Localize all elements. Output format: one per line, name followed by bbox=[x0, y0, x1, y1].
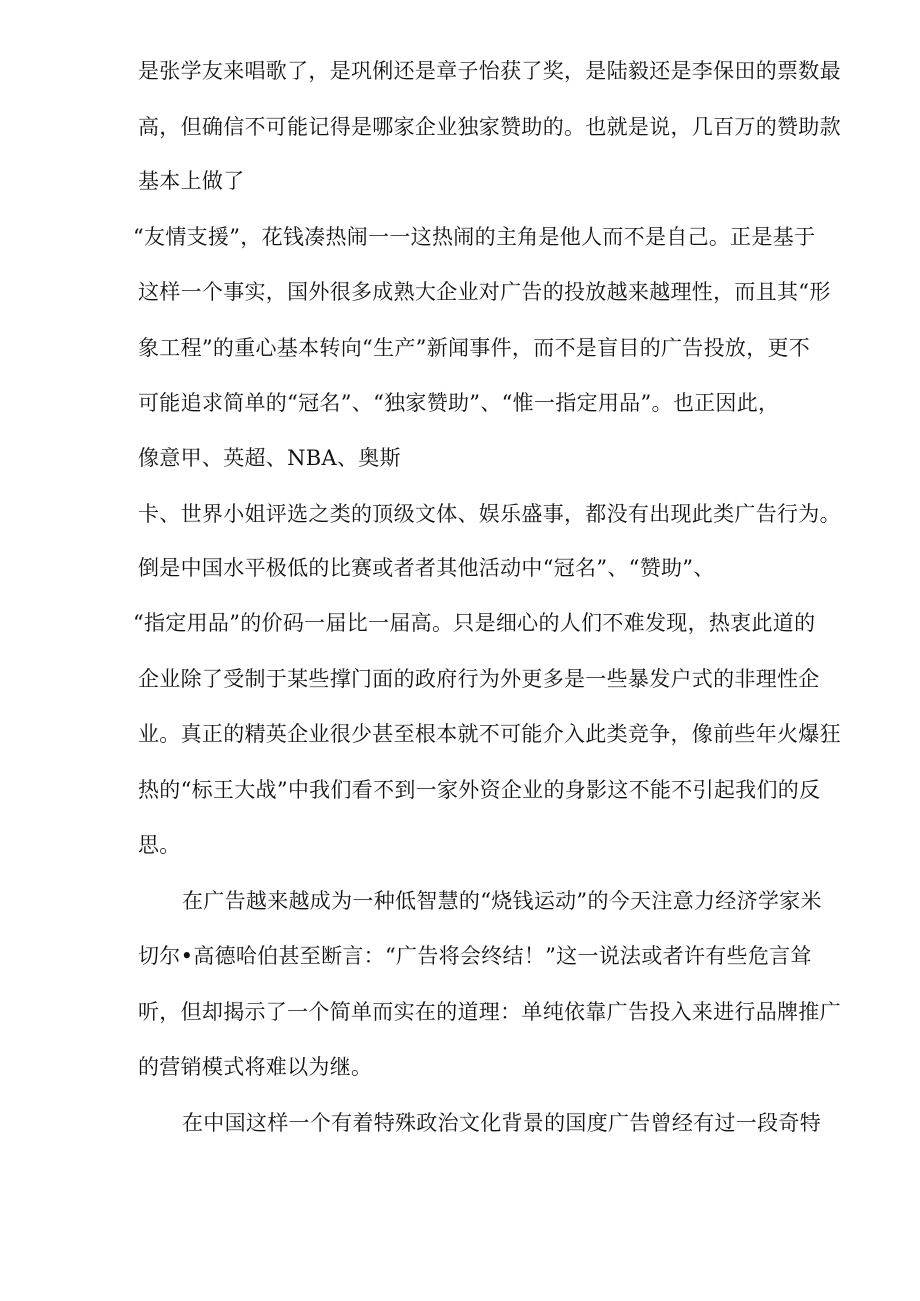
text-line: 热的“标王大战”中我们看不到一家外资企业的身影这不能不引起我们的反 bbox=[138, 778, 821, 802]
text-line: 的营销模式将难以为继。 bbox=[138, 1055, 373, 1079]
text-line: 业。真正的精英企业很少甚至根本就不可能介入此类竞争，像前些年火爆狂 bbox=[138, 722, 841, 746]
text-line: 在中国这样一个有着特殊政治文化背景的国度广告曾经有过一段奇特 bbox=[182, 1111, 821, 1135]
text-line: 可能追求简单的“冠名”、“独家赞助”、“惟一指定用品”。也正因此， bbox=[138, 391, 780, 415]
text-line: 思。 bbox=[138, 833, 181, 857]
text-line: “指定用品”的价码一届比一届高。只是细心的人们不难发现，热衷此道的 bbox=[133, 611, 816, 635]
text-line: 企业除了受制于某些撑门面的政府行为外更多是一些暴发户式的非理性企 bbox=[138, 667, 820, 691]
text-line: 象工程”的重心基本转向“生产”新闻事件，而不是盲目的广告投放，更不 bbox=[138, 336, 811, 360]
text-line: 卡、世界小姐评选之类的顶级文体、娱乐盛事，都没有出现此类广告行为。 bbox=[138, 502, 841, 526]
text-line: 在广告越来越成为一种低智慧的“烧钱运动”的今天注意力经济学家米 bbox=[182, 889, 822, 913]
text-line: 倒是中国水平极低的比赛或者者其他活动中“冠名”、“赞助”、 bbox=[138, 556, 715, 580]
text-line: 像意甲、英超、NBA、奥斯 bbox=[138, 446, 401, 470]
text-line: 这样一个事实，国外很多成熟大企业对广告的投放越来越理性，而且其“形 bbox=[138, 280, 831, 304]
text-line: 是张学友来唱歌了，是巩俐还是章子怡获了奖，是陆毅还是李保田的票数最 bbox=[138, 59, 841, 83]
text-line: “友情支援”，花钱凑热闹一一这热闹的主角是他人而不是自己。正是基于 bbox=[133, 225, 816, 249]
text-line: 切尔•高德哈伯甚至断言：“广告将会终结！”这一说法或者许有些危言耸 bbox=[138, 944, 812, 968]
text-line: 基本上做了 bbox=[138, 169, 245, 193]
text-line: 听，但却揭示了一个简单而实在的道理：单纯依靠广告投入来进行品牌推广 bbox=[138, 1000, 841, 1024]
text-line: 高，但确信不可能记得是哪家企业独家赞助的。也就是说，几百万的赞助款 bbox=[138, 115, 841, 139]
